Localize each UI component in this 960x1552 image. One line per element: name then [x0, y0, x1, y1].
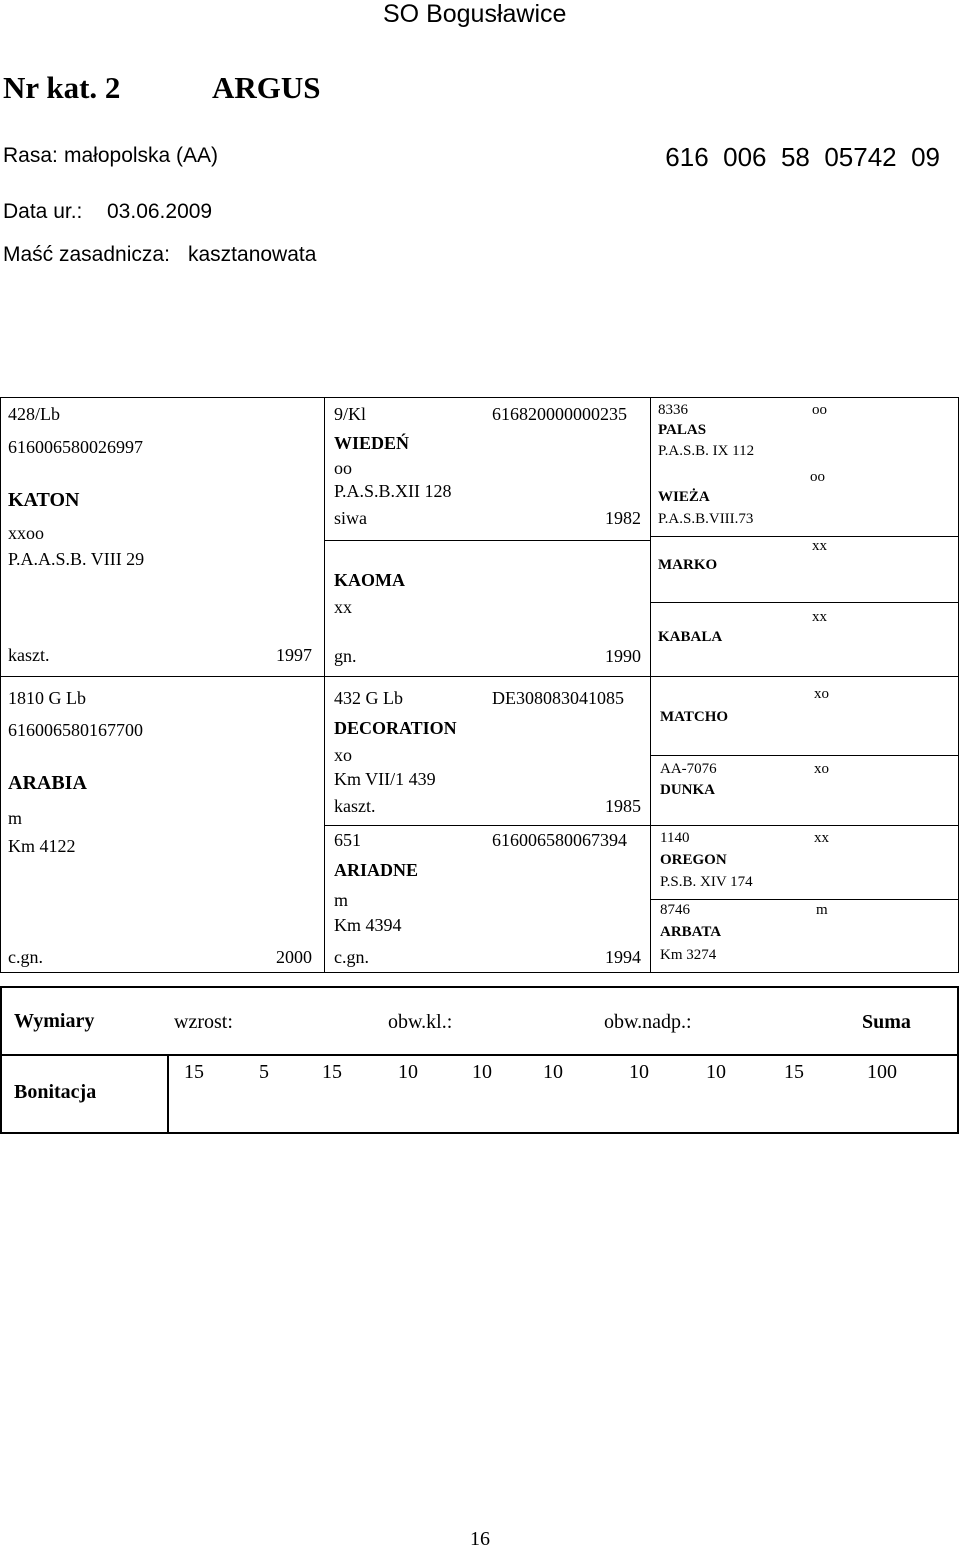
- sd-color: gn.: [334, 646, 357, 666]
- score-8: 10: [706, 1061, 726, 1083]
- sd-code: xx: [334, 597, 352, 617]
- dd-name: ARIADNE: [334, 860, 419, 880]
- wzrost-label: wzrost:: [174, 1011, 233, 1033]
- dam-name: ARABIA: [8, 772, 87, 794]
- dsd-line: AA-7076: [660, 761, 717, 777]
- ss-book: P.A.S.B.XII 128: [334, 481, 452, 501]
- ssd-name: WIEŻA: [658, 489, 710, 505]
- sire-id: 616006580026997: [8, 437, 143, 457]
- ratings-table: [0, 986, 959, 1134]
- dam-id: 616006580167700: [8, 720, 143, 740]
- breed-label: Rasa:: [3, 144, 58, 167]
- birthdate-label: Data ur.:: [3, 200, 83, 223]
- dd-code: m: [334, 890, 349, 910]
- sd-year: 1990: [605, 646, 641, 666]
- dam-year: 2000: [276, 947, 312, 967]
- sire-name: KATON: [8, 489, 80, 511]
- score-2: 5: [259, 1061, 269, 1083]
- dds-code: xx: [814, 830, 829, 846]
- dam-line: 1810 G Lb: [8, 688, 86, 708]
- dd-color: c.gn.: [334, 947, 369, 967]
- obwkl-label: obw.kl.:: [388, 1011, 453, 1033]
- obwnadp-label: obw.nadp.:: [604, 1011, 692, 1033]
- dsd-code: xo: [814, 761, 829, 777]
- breed-value: małopolska (AA): [64, 144, 219, 167]
- ds-id: DE308083041085: [492, 688, 624, 708]
- score-1: 15: [184, 1061, 204, 1083]
- ds-year: 1985: [605, 796, 641, 816]
- ss-color: siwa: [334, 508, 367, 528]
- dds-book: P.S.B. XIV 174: [660, 874, 753, 890]
- ddd-book: Km 3274: [660, 947, 717, 963]
- dam-book: Km 4122: [8, 836, 76, 856]
- ss-code: oo: [334, 458, 352, 478]
- sd-name: KAOMA: [334, 570, 405, 590]
- horse-id: 616 006 58 05742 09: [665, 142, 940, 172]
- dd-book: Km 4394: [334, 915, 402, 935]
- ddd-code: m: [816, 902, 828, 918]
- score-9: 15: [784, 1061, 804, 1083]
- ssd-code: oo: [810, 469, 825, 485]
- dss-name: MATCHO: [660, 709, 729, 725]
- ssd-book: P.A.S.B.VIII.73: [658, 511, 754, 527]
- dd-line: 651: [334, 830, 361, 850]
- score-sum: 100: [867, 1061, 897, 1083]
- color-label: Maść zasadnicza:: [3, 243, 170, 266]
- horse-name: ARGUS: [212, 70, 321, 105]
- dd-year: 1994: [605, 947, 641, 967]
- sire-year: 1997: [276, 645, 312, 665]
- dds-name: OREGON: [660, 852, 727, 868]
- dds-line: 1140: [660, 830, 690, 846]
- ds-color: kaszt.: [334, 796, 376, 816]
- ss-id: 616820000000235: [492, 404, 627, 424]
- ddd-name: ARBATA: [660, 924, 722, 940]
- ds-name: DECORATION: [334, 718, 457, 738]
- sdd-name: KABALA: [658, 629, 723, 645]
- sss-book: P.A.S.B. IX 112: [658, 443, 755, 459]
- birthdate-value: 03.06.2009: [107, 200, 213, 223]
- dam-code: m: [8, 808, 23, 828]
- sss-line: 8336: [658, 402, 688, 418]
- sds-code: xx: [812, 538, 827, 554]
- color-value: kasztanowata: [188, 243, 317, 266]
- ds-code: xo: [334, 745, 352, 765]
- sss-code: oo: [812, 402, 827, 418]
- sss-name: PALAS: [658, 422, 707, 438]
- sire-line: 428/Lb: [8, 404, 60, 424]
- dsd-name: DUNKA: [660, 782, 715, 798]
- sds-name: MARKO: [658, 557, 718, 573]
- wymiary-label: Wymiary: [14, 1010, 95, 1032]
- dss-code: xo: [814, 686, 829, 702]
- score-3: 15: [322, 1061, 342, 1083]
- dam-color: c.gn.: [8, 947, 43, 967]
- page-title: SO Bogusławice: [383, 0, 567, 28]
- suma-label: Suma: [862, 1011, 911, 1033]
- score-5: 10: [472, 1061, 492, 1083]
- page-number: 16: [470, 1528, 490, 1550]
- ds-book: Km VII/1 439: [334, 769, 436, 789]
- sire-book: P.A.A.S.B. VIII 29: [8, 549, 145, 569]
- ddd-line: 8746: [660, 902, 690, 918]
- catalog-number: Nr kat. 2: [3, 70, 121, 105]
- ss-year: 1982: [605, 508, 641, 528]
- sire-code: xxoo: [8, 523, 44, 543]
- ss-line: 9/Kl: [334, 404, 367, 424]
- sdd-code: xx: [812, 609, 827, 625]
- sire-color: kaszt.: [8, 645, 50, 665]
- dd-id: 616006580067394: [492, 830, 627, 850]
- ss-name: WIEDEŃ: [334, 433, 410, 453]
- bonitacja-label: Bonitacja: [14, 1081, 97, 1103]
- ds-line: 432 G Lb: [334, 688, 403, 708]
- score-7: 10: [629, 1061, 649, 1083]
- score-4: 10: [398, 1061, 418, 1083]
- score-6: 10: [543, 1061, 563, 1083]
